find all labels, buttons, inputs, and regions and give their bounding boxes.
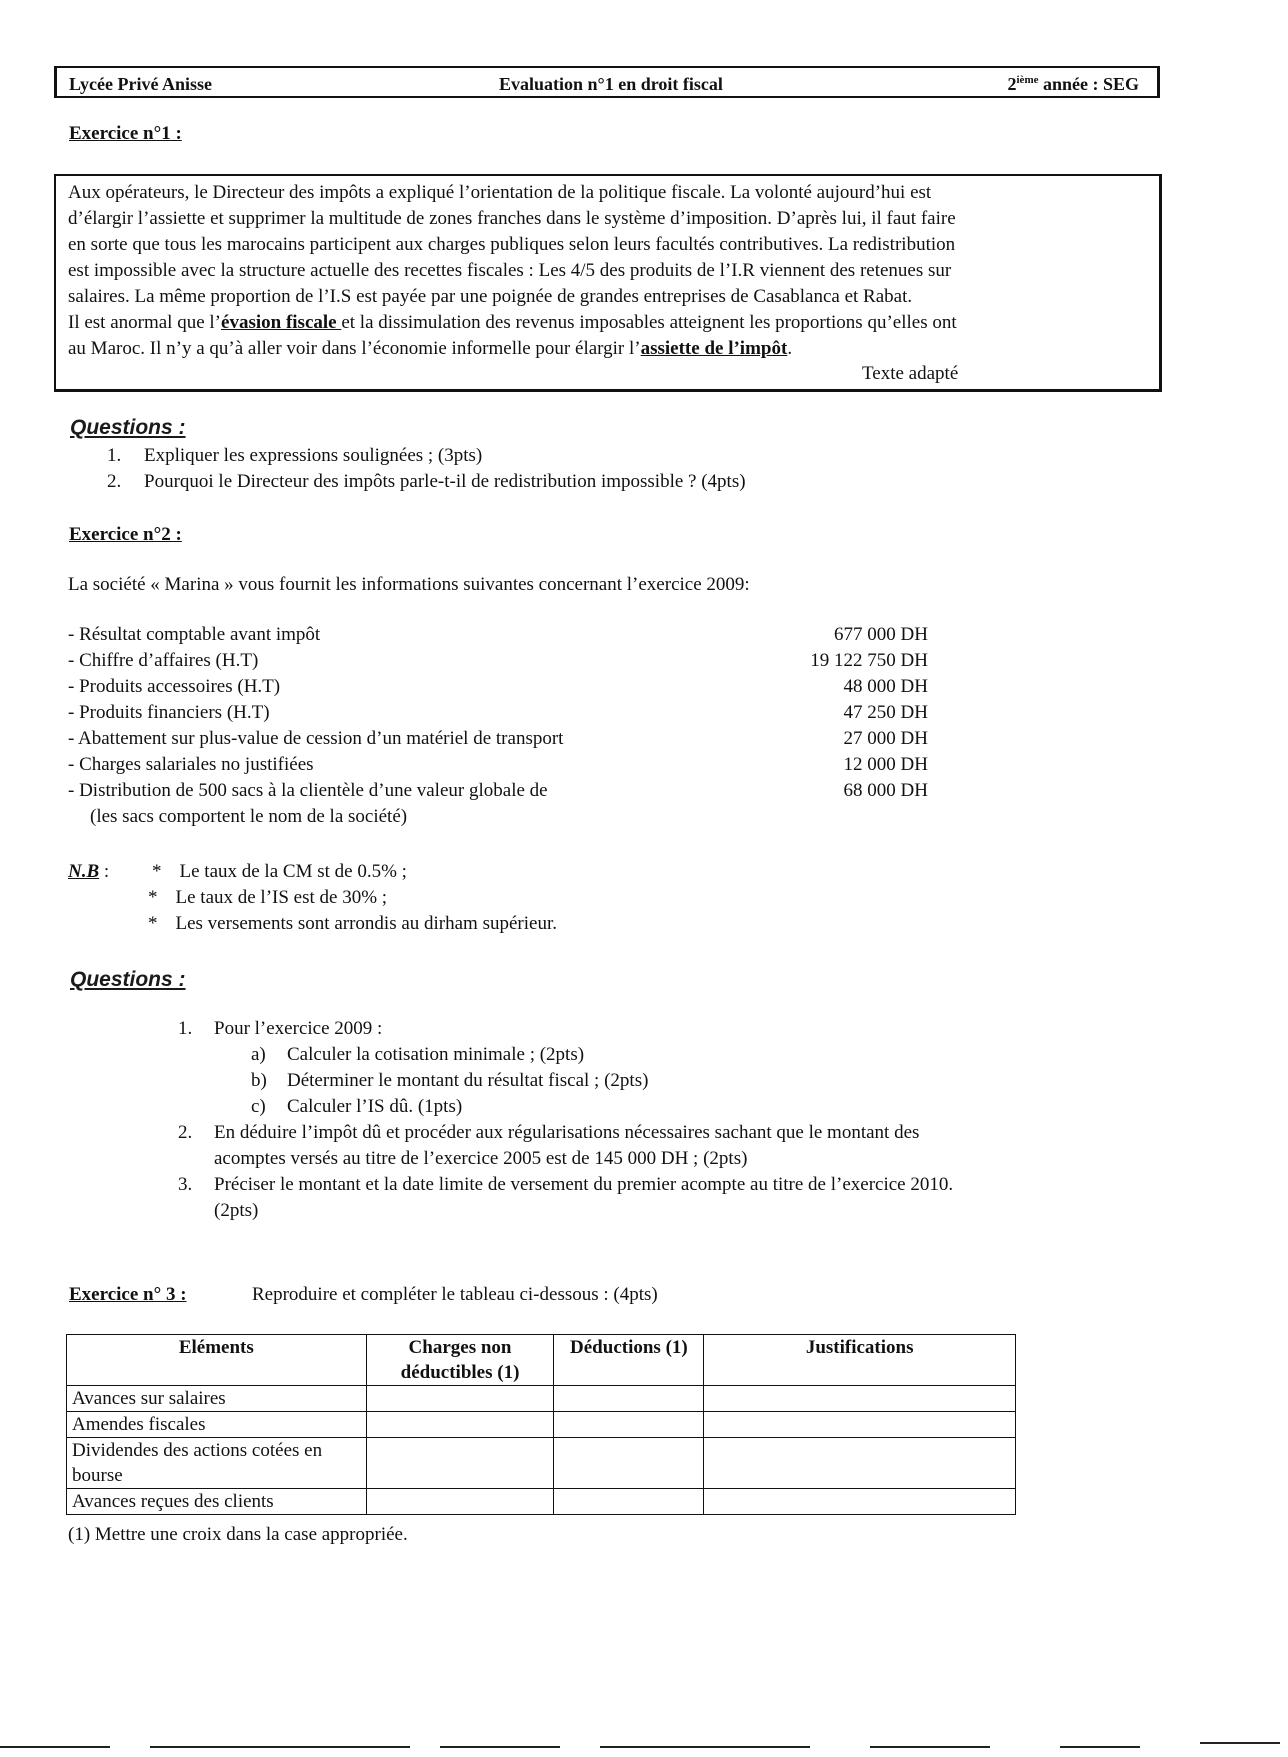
- table-cell: [704, 1438, 1016, 1489]
- data-item: [68, 622, 928, 648]
- question-text: [214, 1172, 953, 1224]
- sub-question-letter: b): [251, 1070, 267, 1091]
- table-cell: [366, 1438, 554, 1489]
- data-value: 68 000 DH: [843, 780, 928, 801]
- data-label: - Distribution de 500 sacs à la clientèle d’une valeur globale de: [68, 780, 548, 801]
- nb-label-text: N.B: [68, 861, 100, 882]
- text-segment: Il est anormal que l’: [68, 312, 222, 333]
- nb-item-text: Les versements sont arrondis au dirham supérieur.: [175, 913, 557, 934]
- underlined-expression-evasion: évasion fiscale: [221, 312, 342, 333]
- table-row: [67, 1386, 1016, 1412]
- scan-artifact-line: [150, 1746, 410, 1748]
- table-cell: [704, 1412, 1016, 1438]
- scan-artifact-line: [600, 1746, 810, 1748]
- sub-question-text: Déterminer le montant du résultat fiscal ; (2pts): [287, 1070, 649, 1091]
- scan-artifact-line: [440, 1746, 560, 1748]
- data-value: 47 250 DH: [843, 702, 928, 723]
- question-3: [178, 1172, 1178, 1221]
- scan-artifact-line: [870, 1746, 990, 1748]
- table-cell: [366, 1489, 554, 1515]
- exercise-2-questions-title: Questions :: [70, 968, 186, 991]
- exercise-2-title: Exercice n°2 :: [69, 524, 182, 545]
- nb-item: [148, 911, 557, 937]
- text-segment: et la dissimulation des revenus imposables atteignent les proportions qu’elles ont: [341, 312, 957, 333]
- text-line: d’élargir l’assiette et supprimer la multitude de zones franches dans le système d’imposition. D’après lui, il faut faire: [68, 208, 956, 229]
- question-text: [214, 1120, 919, 1172]
- nb-item-text: Le taux de l’IS est de 30% ;: [175, 887, 388, 908]
- table-row: [67, 1412, 1016, 1438]
- table-row: [67, 1438, 1016, 1489]
- class-level-rest: année : SEG: [1038, 74, 1139, 94]
- question-number: 2.: [178, 1122, 193, 1143]
- data-item: [68, 752, 928, 778]
- data-item: [68, 648, 928, 674]
- sub-question: [251, 1094, 463, 1120]
- sub-question-text: Calculer la cotisation minimale ; (2pts): [287, 1044, 585, 1065]
- school-name: Lycée Privé Anisse: [69, 74, 212, 94]
- table-cell: [366, 1412, 554, 1438]
- question-item: [107, 469, 1007, 495]
- table-cell: [704, 1386, 1016, 1412]
- bullet-icon: *: [152, 861, 162, 882]
- question-line: En déduire l’impôt dû et procéder aux régularisations nécessaires sachant que le montant des: [214, 1122, 920, 1143]
- col-header-deductions: Déductions (1): [554, 1335, 704, 1386]
- question-text: Pourquoi le Directeur des impôts parle-t-il de redistribution impossible ? (4pts): [144, 471, 746, 492]
- row-label: Amendes fiscales: [67, 1412, 367, 1438]
- question-2: [178, 1120, 1178, 1169]
- table-cell: [554, 1489, 704, 1515]
- table-cell: [366, 1386, 554, 1412]
- question-line: acomptes versés au titre de l’exercice 2005 est de 145 000 DH ; (2pts): [214, 1148, 748, 1169]
- data-item: [68, 778, 928, 804]
- exercise-1-text-box: [54, 174, 1162, 392]
- table-row: [67, 1489, 1016, 1515]
- deductions-table: [66, 1334, 1016, 1515]
- question-text: Expliquer les expressions soulignées ; (3pts): [144, 445, 483, 466]
- sub-question: [251, 1068, 649, 1094]
- data-value: 12 000 DH: [843, 754, 928, 775]
- nb-item: [148, 885, 387, 911]
- text-line: salaires. La même proportion de l’I.S est payée par une poignée de grandes entreprises de Casablanca et Rabat.: [68, 286, 913, 307]
- question-number: 1.: [178, 1018, 193, 1039]
- header-box: [54, 66, 1160, 98]
- question-number: 3.: [178, 1174, 193, 1195]
- data-item-note: (les sacs comportent le nom de la société): [90, 806, 408, 827]
- text-line: [68, 310, 1147, 336]
- question-number: 2.: [107, 471, 122, 492]
- question-text: Pour l’exercice 2009 :: [214, 1018, 383, 1039]
- nb-item-text: Le taux de la CM st de 0.5% ;: [179, 861, 407, 882]
- col-header-charges: Charges non déductibles (1): [366, 1335, 554, 1386]
- data-label: - Résultat comptable avant impôt: [68, 624, 321, 645]
- text-segment: .: [787, 338, 793, 359]
- table-cell: [554, 1412, 704, 1438]
- question-line: (2pts): [214, 1200, 259, 1221]
- question-1: [178, 1016, 383, 1042]
- nb-colon: :: [99, 861, 110, 882]
- text-line: en sorte que tous les marocains participent aux charges publiques selon leurs facultés contributives. La redistribution: [68, 234, 956, 255]
- text-line: [68, 336, 1147, 362]
- text-segment: au Maroc. Il n’y a qu’à aller voir dans l’économie informelle pour élargir l’: [68, 338, 641, 359]
- text-source: Texte adapté: [862, 363, 959, 384]
- scan-artifact-line: [1200, 1742, 1280, 1744]
- col-header-justifications: Justifications: [704, 1335, 1016, 1386]
- row-label: Dividendes des actions cotées en bourse: [67, 1438, 367, 1489]
- data-value: 27 000 DH: [843, 728, 928, 749]
- data-label: - Charges salariales no justifiées: [68, 754, 314, 775]
- bullet-icon: *: [148, 913, 158, 934]
- class-level-sup: ième: [1016, 74, 1039, 86]
- sub-question-letter: c): [251, 1096, 266, 1117]
- data-label: - Produits financiers (H.T): [68, 702, 270, 723]
- class-level-number: 2: [1007, 74, 1017, 94]
- evaluation-title: Evaluation n°1 en droit fiscal: [499, 74, 723, 94]
- data-label: - Chiffre d’affaires (H.T): [68, 650, 259, 671]
- table-cell: [704, 1489, 1016, 1515]
- text-line: est impossible avec la structure actuelle des recettes fiscales : Les 4/5 des produits de l’I.R viennent des retenues sur: [68, 260, 952, 281]
- row-label: Avances sur salaires: [67, 1386, 367, 1412]
- row-label: Avances reçues des clients: [67, 1489, 367, 1515]
- question-number: 1.: [107, 445, 122, 466]
- data-label: - Produits accessoires (H.T): [68, 676, 281, 697]
- nb-item: [152, 859, 407, 885]
- table-cell: [554, 1438, 704, 1489]
- bullet-icon: *: [148, 887, 158, 908]
- class-level: [1008, 71, 1140, 97]
- question-item: [107, 443, 1007, 469]
- col-header-elements: Eléments: [67, 1335, 367, 1386]
- exercise-1-title: Exercice n°1 :: [69, 123, 182, 144]
- data-value: 48 000 DH: [843, 676, 928, 697]
- data-item: [68, 726, 928, 752]
- scan-artifact-line: [0, 1746, 110, 1748]
- table-footnote: (1) Mettre une croix dans la case appropriée.: [68, 1524, 408, 1545]
- exercise-3-title: Exercice n° 3 :: [69, 1284, 187, 1305]
- sub-question: [251, 1042, 585, 1068]
- data-item: [68, 700, 928, 726]
- nb-label: [68, 859, 109, 885]
- exercise-3-instruction: Reproduire et compléter le tableau ci-dessous : (4pts): [252, 1284, 658, 1305]
- scan-artifact-line: [1060, 1746, 1140, 1748]
- question-line: Préciser le montant et la date limite de versement du premier acompte au titre de l’exercice 2010.: [214, 1174, 954, 1195]
- table-header-row: [67, 1335, 1016, 1386]
- table-cell: [554, 1386, 704, 1412]
- data-label: - Abattement sur plus-value de cession d’un matériel de transport: [68, 728, 564, 749]
- exercise-1-questions: [107, 443, 1007, 495]
- sub-question-letter: a): [251, 1044, 266, 1065]
- text-line: Aux opérateurs, le Directeur des impôts a expliqué l’orientation de la politique fiscale. La volonté aujourd’hui est: [68, 182, 932, 203]
- data-value: 677 000 DH: [834, 624, 928, 645]
- exercise-2-intro: La société « Marina » vous fournit les informations suivantes concernant l’exercice 2009:: [68, 574, 750, 595]
- sub-question-text: Calculer l’IS dû. (1pts): [287, 1096, 463, 1117]
- underlined-expression-assiette: assiette de l’impôt: [640, 338, 788, 359]
- data-item: [68, 674, 928, 700]
- data-value: 19 122 750 DH: [810, 650, 928, 671]
- exercise-1-questions-title: Questions :: [70, 416, 186, 439]
